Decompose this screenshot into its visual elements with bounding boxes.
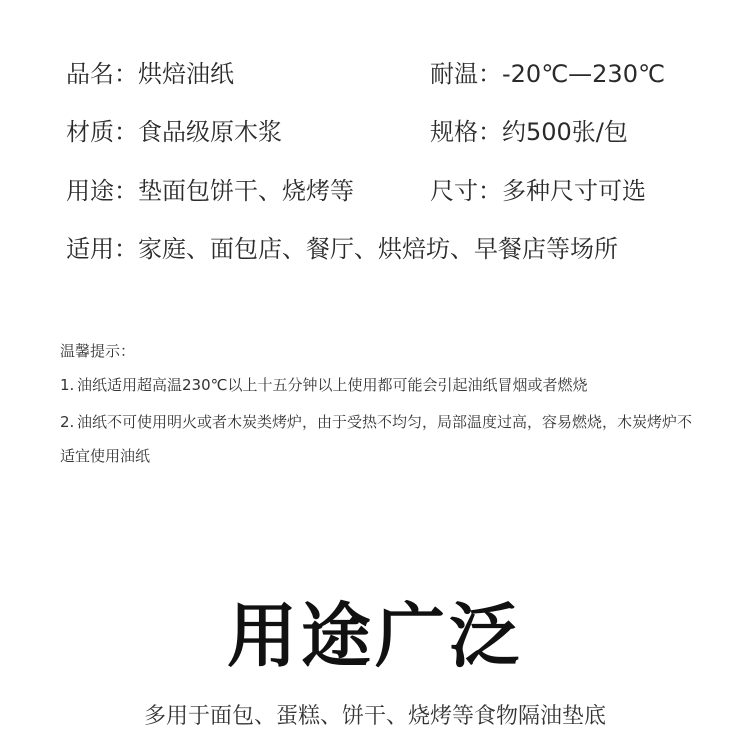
spec-row-name-temperature: [66, 54, 706, 94]
notice-item-text: 油纸不可使用明火或者木炭类烤炉，由于受热不均匀，局部温度过高，容易燃烧，木炭烤炉不适宜使用油纸: [60, 413, 693, 465]
spec-usage: 用途：垫面包饼干、烧烤等: [66, 177, 354, 205]
spec-row-usage-dimensions: [66, 171, 706, 211]
spec-row-applicable: [66, 229, 706, 269]
spec-product-name: 品名：烘焙油纸: [66, 60, 234, 88]
section-title: 用途广泛: [227, 594, 523, 677]
section-subtitle: 多用于面包、蛋糕、饼干、烧烤等食物隔油垫底: [143, 704, 606, 729]
spec-package: 规格：约500张/包: [430, 118, 628, 146]
spec-applicable: 适用：家庭、面包店、餐厅、烘焙坊、早餐店等场所: [66, 235, 618, 263]
spec-material: 材质：食品级原木浆: [66, 118, 282, 146]
notice-item: [60, 368, 696, 402]
spec-dimensions: 尺寸：多种尺寸可选: [430, 177, 646, 205]
notice-title: 温馨提示：: [60, 342, 136, 360]
notice-item: [60, 405, 696, 473]
notice-item-number: 1.: [60, 376, 75, 394]
notice-item-number: 2.: [60, 413, 75, 431]
spec-temperature: 耐温：-20℃—230℃: [430, 60, 665, 88]
spec-row-material-size: [66, 112, 706, 152]
notice-item-text: 油纸适用超高温230℃以上十五分钟以上使用都可能会引起油纸冒烟或者燃烧: [77, 376, 588, 394]
